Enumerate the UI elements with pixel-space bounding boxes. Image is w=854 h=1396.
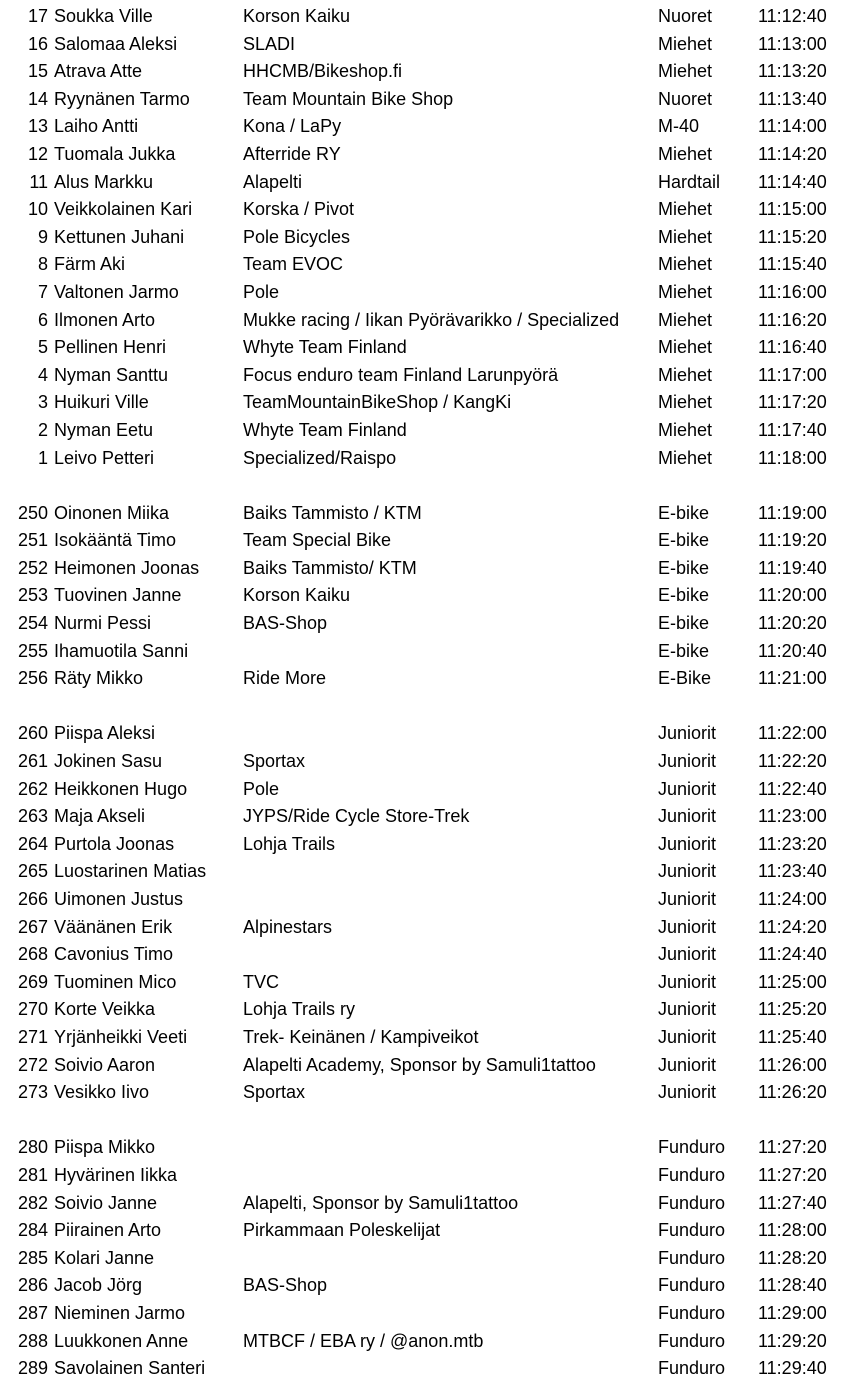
start-number: 8 (37, 254, 48, 275)
team-name: Pirkammaan Poleskelijat (243, 1220, 441, 1241)
start-number: 269 (17, 971, 48, 992)
start-time: 11:23:00 (758, 806, 827, 827)
start-list-row (0, 1355, 854, 1383)
rider-name: Piirainen Arto (54, 1220, 162, 1241)
team-name: Kona / LaPy (243, 116, 342, 137)
rider-name: Piispa Mikko (54, 1137, 156, 1158)
start-list-row (0, 1134, 854, 1162)
start-time: 11:19:40 (758, 557, 827, 578)
team-name: TVC (243, 971, 279, 992)
start-list-row (0, 279, 854, 307)
rider-name: Ihamuotila Sanni (54, 640, 189, 661)
start-time: 11:14:20 (758, 143, 827, 164)
category: E-bike (658, 502, 710, 523)
team-name: Lohja Trails ry (243, 999, 356, 1020)
rider-name: Heimonen Joonas (54, 557, 200, 578)
start-number: 253 (17, 585, 48, 606)
start-list-row (0, 58, 854, 86)
rider-name: Ryynänen Tarmo (54, 88, 190, 109)
start-group (0, 500, 854, 693)
rider-name: Atrava Atte (54, 61, 143, 82)
category: Juniorit (658, 806, 717, 827)
team-name: Baiks Tammisto / KTM (243, 502, 422, 523)
team-name: Alpinestars (243, 916, 333, 937)
start-list-row (0, 86, 854, 114)
start-time: 11:25:00 (758, 971, 827, 992)
team-name: TeamMountainBikeShop / KangKi (243, 392, 512, 413)
start-number: 273 (17, 1082, 48, 1103)
start-number: 13 (27, 116, 48, 137)
start-time: 11:23:40 (758, 861, 827, 882)
start-time: 11:25:20 (758, 999, 827, 1020)
category: Funduro (658, 1220, 726, 1241)
rider-name: Kettunen Juhani (54, 226, 185, 247)
team-name: Pole (243, 778, 280, 799)
start-time: 11:21:00 (758, 668, 827, 689)
category: Funduro (658, 1302, 726, 1323)
team-name: Focus enduro team Finland Larunpyörä (243, 364, 559, 385)
start-time: 11:27:20 (758, 1137, 827, 1158)
start-list-row (0, 1217, 854, 1245)
rider-name: Hyvärinen Iikka (54, 1164, 178, 1185)
start-number: 6 (37, 309, 48, 330)
start-group (0, 1134, 854, 1382)
category: E-bike (658, 585, 710, 606)
start-list-row (0, 1272, 854, 1300)
rider-name: Jokinen Sasu (54, 751, 163, 772)
category: Miehet (658, 309, 713, 330)
start-list-row (0, 251, 854, 279)
team-name: Korson Kaiku (243, 585, 351, 606)
category: Nuoret (658, 6, 713, 26)
start-number: 255 (17, 640, 48, 661)
rider-name: Nurmi Pessi (54, 613, 152, 634)
start-number: 287 (17, 1302, 48, 1323)
category: Juniorit (658, 999, 717, 1020)
start-number: 250 (17, 502, 48, 523)
category: E-bike (658, 557, 710, 578)
start-number: 265 (17, 861, 48, 882)
start-list-row (0, 748, 854, 776)
start-list-row (0, 610, 854, 638)
category: Juniorit (658, 889, 717, 909)
rider-name: Heikkonen Hugo (54, 778, 188, 799)
start-list-row (0, 582, 854, 610)
team-name: Team EVOC (243, 254, 344, 275)
category: Miehet (658, 364, 713, 385)
start-number: 17 (27, 6, 48, 26)
start-number: 286 (17, 1275, 48, 1296)
start-number: 282 (17, 1192, 48, 1213)
team-name: SLADI (243, 33, 296, 54)
rider-name: Räty Mikko (54, 668, 144, 689)
team-name: BAS-Shop (243, 1275, 328, 1296)
rider-name: Vesikko Iivo (54, 1082, 150, 1103)
category: Juniorit (658, 944, 717, 965)
category: E-bike (658, 613, 710, 634)
team-name: HHCMB/Bikeshop.fi (243, 61, 403, 82)
start-group (0, 720, 854, 1106)
rider-name: Salomaa Aleksi (54, 33, 178, 54)
start-list-row (0, 555, 854, 583)
start-number: 272 (17, 1054, 48, 1075)
start-list-row (0, 527, 854, 555)
start-time: 11:15:00 (758, 199, 827, 220)
rider-name: Soukka Ville (54, 6, 153, 26)
start-list-row (0, 996, 854, 1024)
start-time: 11:19:20 (758, 530, 827, 551)
rider-name: Valtonen Jarmo (54, 281, 179, 302)
rider-name: Korte Veikka (54, 999, 156, 1020)
category: Funduro (658, 1192, 726, 1213)
rider-name: Isokääntä Timo (54, 530, 177, 551)
team-name: Ride More (243, 668, 327, 689)
rider-name: Uimonen Justus (54, 889, 184, 909)
start-time: 11:20:00 (758, 585, 827, 606)
rider-name: Soivio Janne (54, 1192, 158, 1213)
start-list-row (0, 389, 854, 417)
start-list-row (0, 720, 854, 748)
start-list (0, 3, 854, 1383)
start-list-row (0, 665, 854, 693)
start-list-row (0, 445, 854, 473)
start-time: 11:26:20 (758, 1082, 827, 1103)
start-number: 1 (37, 447, 48, 468)
team-name: Team Mountain Bike Shop (243, 88, 454, 109)
start-number: 251 (17, 530, 48, 551)
start-number: 270 (17, 999, 48, 1020)
start-number: 267 (17, 916, 48, 937)
team-name: Alapelti, Sponsor by Samuli1tattoo (243, 1192, 519, 1213)
start-time: 11:24:40 (758, 944, 827, 965)
category: Juniorit (658, 833, 717, 854)
category: Funduro (658, 1164, 726, 1185)
start-number: 256 (17, 668, 48, 689)
start-number: 263 (17, 806, 48, 827)
start-time: 11:27:40 (758, 1192, 827, 1213)
start-time: 11:15:20 (758, 226, 827, 247)
start-number: 260 (17, 723, 48, 744)
team-name: Alapelti (243, 171, 303, 192)
start-list-row (0, 307, 854, 335)
category: Miehet (658, 419, 713, 440)
start-number: 262 (17, 778, 48, 799)
category: Juniorit (658, 1082, 717, 1103)
team-name: MTBCF / EBA ry / @anon.mtb (243, 1330, 484, 1351)
start-time: 11:13:40 (758, 88, 827, 109)
category: Funduro (658, 1358, 726, 1379)
category: Miehet (658, 281, 713, 302)
category: M-40 (658, 116, 700, 137)
start-time: 11:17:40 (758, 419, 827, 440)
start-time: 11:25:40 (758, 1026, 827, 1047)
start-list-row (0, 500, 854, 528)
team-name: Pole Bicycles (243, 226, 351, 247)
start-time: 11:16:20 (758, 309, 827, 330)
team-name: Pole (243, 281, 280, 302)
start-number: 264 (17, 833, 48, 854)
rider-name: Veikkolainen Kari (54, 199, 193, 220)
rider-name: Cavonius Timo (54, 944, 174, 965)
start-time: 11:17:20 (758, 392, 827, 413)
team-name: Lohja Trails (243, 833, 336, 854)
start-number: 7 (37, 281, 48, 302)
start-time: 11:23:20 (758, 833, 827, 854)
category: Juniorit (658, 1026, 717, 1047)
category: Juniorit (658, 861, 717, 882)
category: Miehet (658, 143, 713, 164)
rider-name: Nyman Eetu (54, 419, 154, 440)
category: Miehet (658, 199, 713, 220)
start-list-row (0, 1190, 854, 1218)
category: Juniorit (658, 971, 717, 992)
start-number: 5 (37, 337, 48, 358)
start-time: 11:28:20 (758, 1247, 827, 1268)
category: Nuoret (658, 88, 713, 109)
start-list-row (0, 417, 854, 445)
start-number: 12 (27, 143, 48, 164)
category: Juniorit (658, 916, 717, 937)
rider-name: Färm Aki (54, 254, 126, 275)
start-group (0, 3, 854, 472)
rider-name: Väänänen Erik (54, 916, 173, 937)
rider-name: Laiho Antti (54, 116, 139, 137)
start-number: 3 (37, 392, 48, 413)
team-name: Whyte Team Finland (243, 337, 407, 358)
team-name: Sportax (243, 1082, 306, 1103)
start-number: 288 (17, 1330, 48, 1351)
start-list-row (0, 169, 854, 197)
start-list-row (0, 3, 854, 31)
start-time: 11:17:00 (758, 364, 827, 385)
rider-name: Nieminen Jarmo (54, 1302, 186, 1323)
start-number: 2 (37, 419, 48, 440)
start-time: 11:28:00 (758, 1220, 827, 1241)
start-time: 11:27:20 (758, 1164, 827, 1185)
start-list-row (0, 1328, 854, 1356)
category: Juniorit (658, 1054, 717, 1075)
start-list-row (0, 1079, 854, 1107)
rider-name: Leivo Petteri (54, 447, 155, 468)
rider-name: Tuominen Mico (54, 971, 177, 992)
start-list-row (0, 776, 854, 804)
category: Funduro (658, 1275, 726, 1296)
team-name: Afterride RY (243, 143, 341, 164)
start-list-row (0, 1052, 854, 1080)
start-time: 11:28:40 (758, 1275, 827, 1296)
start-list-row (0, 638, 854, 666)
start-list-row (0, 831, 854, 859)
rider-name: Luostarinen Matias (54, 861, 207, 882)
start-time: 11:15:40 (758, 254, 827, 275)
start-list-row (0, 334, 854, 362)
start-list-row (0, 886, 854, 914)
team-name: Team Special Bike (243, 530, 392, 551)
category: Miehet (658, 254, 713, 275)
start-list-row (0, 1024, 854, 1052)
start-number: 14 (27, 88, 48, 109)
category: Hardtail (658, 171, 721, 192)
start-list-row (0, 803, 854, 831)
category: Miehet (658, 226, 713, 247)
rider-name: Luukkonen Anne (54, 1330, 189, 1351)
start-time: 11:29:40 (758, 1358, 827, 1379)
start-time: 11:22:20 (758, 751, 827, 772)
rider-name: Yrjänheikki Veeti (54, 1026, 188, 1047)
start-list-row (0, 1162, 854, 1190)
start-list-row (0, 969, 854, 997)
start-time: 11:29:20 (758, 1330, 827, 1351)
category: Miehet (658, 33, 713, 54)
start-time: 11:20:20 (758, 613, 827, 634)
start-list-row (0, 31, 854, 59)
category: Funduro (658, 1247, 726, 1268)
category: Miehet (658, 392, 713, 413)
rider-name: Pellinen Henri (54, 337, 167, 358)
start-time: 11:19:00 (758, 502, 827, 523)
start-number: 284 (17, 1220, 48, 1241)
team-name: Baiks Tammisto/ KTM (243, 557, 417, 578)
start-number: 254 (17, 613, 48, 634)
start-time: 11:16:00 (758, 281, 827, 302)
team-name: JYPS/Ride Cycle Store-Trek (243, 806, 470, 827)
rider-name: Tuovinen Janne (54, 585, 182, 606)
category: Funduro (658, 1330, 726, 1351)
team-name: Korska / Pivot (243, 199, 355, 220)
team-name: Mukke racing / Iikan Pyörävarikko / Specialized (243, 309, 620, 330)
rider-name: Maja Akseli (54, 806, 146, 827)
rider-name: Alus Markku (54, 171, 154, 192)
rider-name: Huikuri Ville (54, 392, 149, 413)
start-time: 11:29:00 (758, 1302, 827, 1323)
start-list-row (0, 1300, 854, 1328)
start-number: 16 (27, 33, 48, 54)
start-list-row (0, 224, 854, 252)
category: E-bike (658, 640, 710, 661)
start-number: 271 (17, 1026, 48, 1047)
start-number: 9 (37, 226, 48, 247)
team-name: BAS-Shop (243, 613, 328, 634)
team-name: Specialized/Raispo (243, 447, 397, 468)
start-list-row (0, 362, 854, 390)
start-list-row (0, 1245, 854, 1273)
start-time: 11:22:00 (758, 723, 827, 744)
start-number: 11 (29, 171, 48, 192)
category: E-bike (658, 530, 710, 551)
category: Funduro (658, 1137, 726, 1158)
rider-name: Piispa Aleksi (54, 723, 156, 744)
rider-name: Soivio Aaron (54, 1054, 156, 1075)
start-time: 11:14:00 (758, 116, 827, 137)
start-time: 11:16:40 (758, 337, 827, 358)
team-name: Alapelti Academy, Sponsor by Samuli1tattoo (243, 1054, 596, 1075)
category: Miehet (658, 447, 713, 468)
team-name: Trek- Keinänen / Kampiveikot (243, 1026, 479, 1047)
team-name: Sportax (243, 751, 306, 772)
start-time: 11:20:40 (758, 640, 827, 661)
start-time: 11:18:00 (758, 447, 827, 468)
start-list-row (0, 858, 854, 886)
start-number: 281 (17, 1164, 48, 1185)
start-number: 285 (17, 1247, 48, 1268)
start-time: 11:12:40 (758, 6, 827, 26)
start-list-row (0, 941, 854, 969)
start-number: 4 (37, 364, 48, 385)
category: Miehet (658, 61, 713, 82)
category: Juniorit (658, 723, 717, 744)
start-time: 11:24:20 (758, 916, 827, 937)
rider-name: Kolari Janne (54, 1247, 155, 1268)
team-name: Korson Kaiku (243, 6, 351, 26)
start-time: 11:13:00 (758, 33, 827, 54)
start-number: 268 (17, 944, 48, 965)
category: Juniorit (658, 751, 717, 772)
start-list-row (0, 914, 854, 942)
start-number: 266 (17, 889, 48, 909)
category: Miehet (658, 337, 713, 358)
start-time: 11:22:40 (758, 778, 827, 799)
start-time: 11:13:20 (758, 61, 827, 82)
rider-name: Tuomala Jukka (54, 143, 176, 164)
team-name: Whyte Team Finland (243, 419, 407, 440)
start-number: 15 (27, 61, 48, 82)
start-list-row (0, 196, 854, 224)
start-list-row (0, 141, 854, 169)
start-number: 261 (17, 751, 48, 772)
category: Juniorit (658, 778, 717, 799)
start-number: 252 (17, 557, 48, 578)
start-list-row (0, 113, 854, 141)
start-number: 280 (17, 1137, 48, 1158)
start-number: 10 (27, 199, 48, 220)
category: E-Bike (658, 668, 712, 689)
rider-name: Oinonen Miika (54, 502, 170, 523)
rider-name: Jacob Jörg (54, 1275, 143, 1296)
start-number: 289 (17, 1358, 48, 1379)
start-time: 11:14:40 (758, 171, 827, 192)
start-time: 11:24:00 (758, 889, 827, 909)
rider-name: Nyman Santtu (54, 364, 169, 385)
rider-name: Ilmonen Arto (54, 309, 156, 330)
rider-name: Purtola Joonas (54, 833, 175, 854)
rider-name: Savolainen Santeri (54, 1358, 206, 1379)
start-time: 11:26:00 (758, 1054, 827, 1075)
